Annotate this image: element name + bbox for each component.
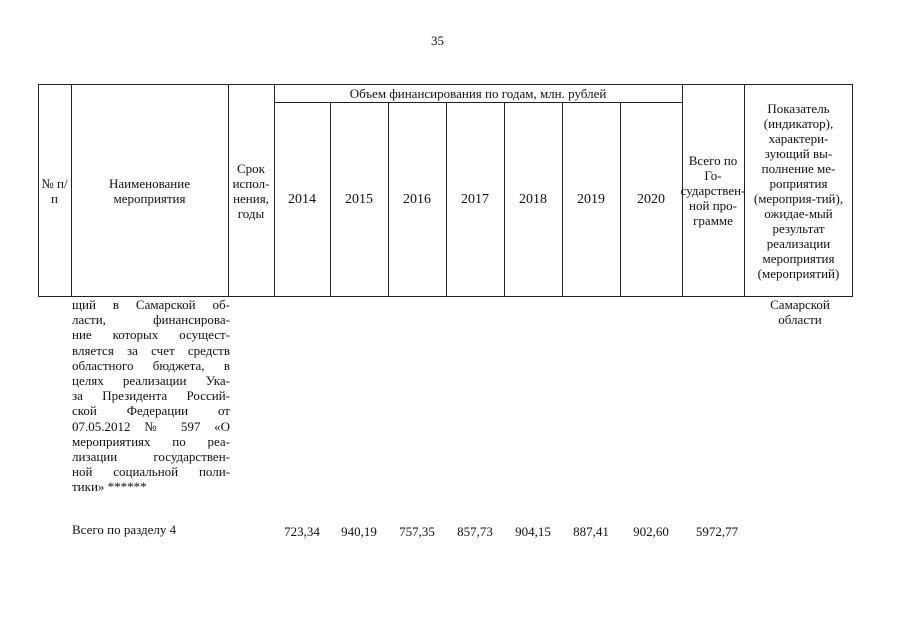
text-line: области xyxy=(778,312,822,327)
text-line: областного бюджета, в xyxy=(72,357,230,373)
col-total-header: Всего по Го-сударствен-ной про-грамме xyxy=(680,153,746,228)
col-term-header: Срок испол-нения, годы xyxy=(232,160,270,221)
total-value-2016: 757,35 xyxy=(399,524,435,539)
total-value-2018: 904,15 xyxy=(515,524,551,539)
total-value-2020: 902,60 xyxy=(633,524,669,539)
year-header: 2017 xyxy=(461,192,489,207)
text-line: мероприятиях по реа- xyxy=(72,433,230,449)
text-line: ской Федерации от xyxy=(72,403,230,419)
year-header: 2016 xyxy=(403,192,431,207)
text-line: Самарской xyxy=(770,297,830,312)
text-line: ние которых осущест- xyxy=(72,327,230,343)
year-header: 2019 xyxy=(577,192,605,207)
text-line: тики» ****** xyxy=(72,479,147,495)
col-indicator-header: Показатель (индикатор), характери-зующий вы-полнение ме-роприятия (мероприя-тий), ожидае-мый результат реализации мероприятия (мероприятий) xyxy=(753,100,844,281)
total-value-2019: 887,41 xyxy=(573,524,609,539)
total-value-2017: 857,73 xyxy=(457,524,493,539)
page-number: 35 xyxy=(431,33,444,48)
indicator-text xyxy=(748,297,852,327)
measure-name xyxy=(72,297,230,495)
total-value-all: 5972,77 xyxy=(695,524,739,539)
total-value-2015: 940,19 xyxy=(341,524,377,539)
text-line: вляется за счет средств xyxy=(72,342,230,358)
funding-header: Объем финансирования по годам, млн. рублей xyxy=(349,85,607,101)
text-line: щий в Самарской об- xyxy=(72,297,230,312)
text-line: 07.05.2012 № 597 «О xyxy=(72,418,230,434)
text-line: лизации государствен- xyxy=(72,449,230,465)
year-header: 2014 xyxy=(288,192,316,207)
text-line: целях реализации Ука- xyxy=(72,373,230,389)
total-label: Всего по разделу 4 xyxy=(72,522,177,537)
text-line: ласти, финансирова- xyxy=(72,312,230,328)
text-line: ной социальной поли- xyxy=(72,464,230,480)
total-value-2014: 723,34 xyxy=(284,524,320,539)
year-header: 2020 xyxy=(637,192,665,207)
text-line: за Президента Россий- xyxy=(72,388,230,404)
col-num-header: № п/п xyxy=(41,175,68,206)
year-header: 2018 xyxy=(519,192,547,207)
col-name-header: Наименование мероприятия xyxy=(109,175,190,206)
year-header: 2015 xyxy=(345,192,373,207)
